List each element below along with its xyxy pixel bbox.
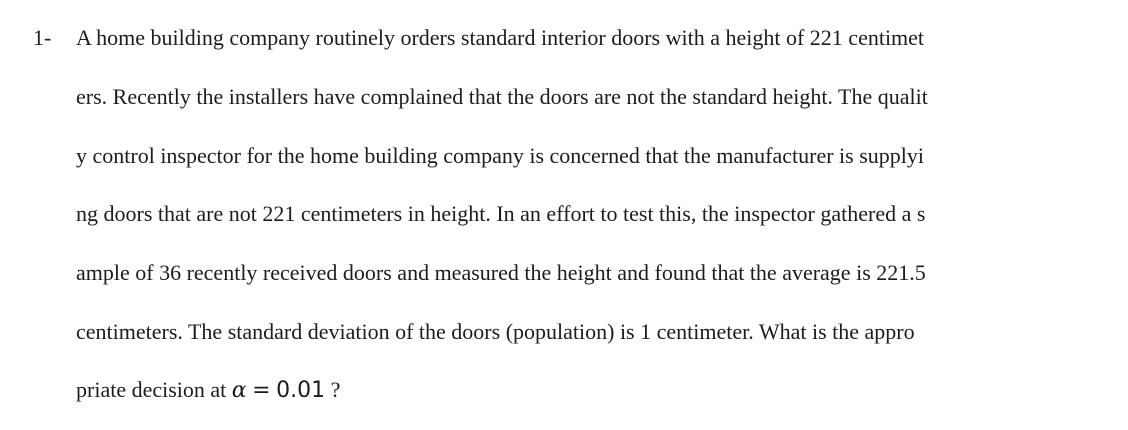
- last-line-prefix: priate decision at: [76, 377, 232, 402]
- question-text-line-7: [76, 374, 340, 407]
- alpha-value: 0.01: [276, 378, 326, 403]
- question-text-line-3: y control inspector for the home building company is concerned that the manufacturer is supplyi: [76, 143, 924, 168]
- question-text-line-1: A home building company routinely orders standard interior doors with a height of 221 centimet: [76, 25, 925, 50]
- alpha-symbol: α: [231, 378, 247, 403]
- question-text-line-2: ers. Recently the installers have complained that the doors are not the standard height. The qualit: [76, 84, 928, 109]
- question-text-line-4: ng doors that are not 221 centimeters in height. In an effort to test this, the inspector gathered a s: [76, 201, 926, 226]
- question-number: 1-: [33, 25, 52, 50]
- question-mark: ?: [330, 377, 341, 402]
- equals-sign: =: [252, 378, 271, 403]
- question-text-line-6: centimeters. The standard deviation of the doors (population) is 1 centimeter. What is the appro: [76, 319, 915, 344]
- question-text-line-5: ample of 36 recently received doors and measured the height and found that the average is 221.5: [76, 260, 926, 285]
